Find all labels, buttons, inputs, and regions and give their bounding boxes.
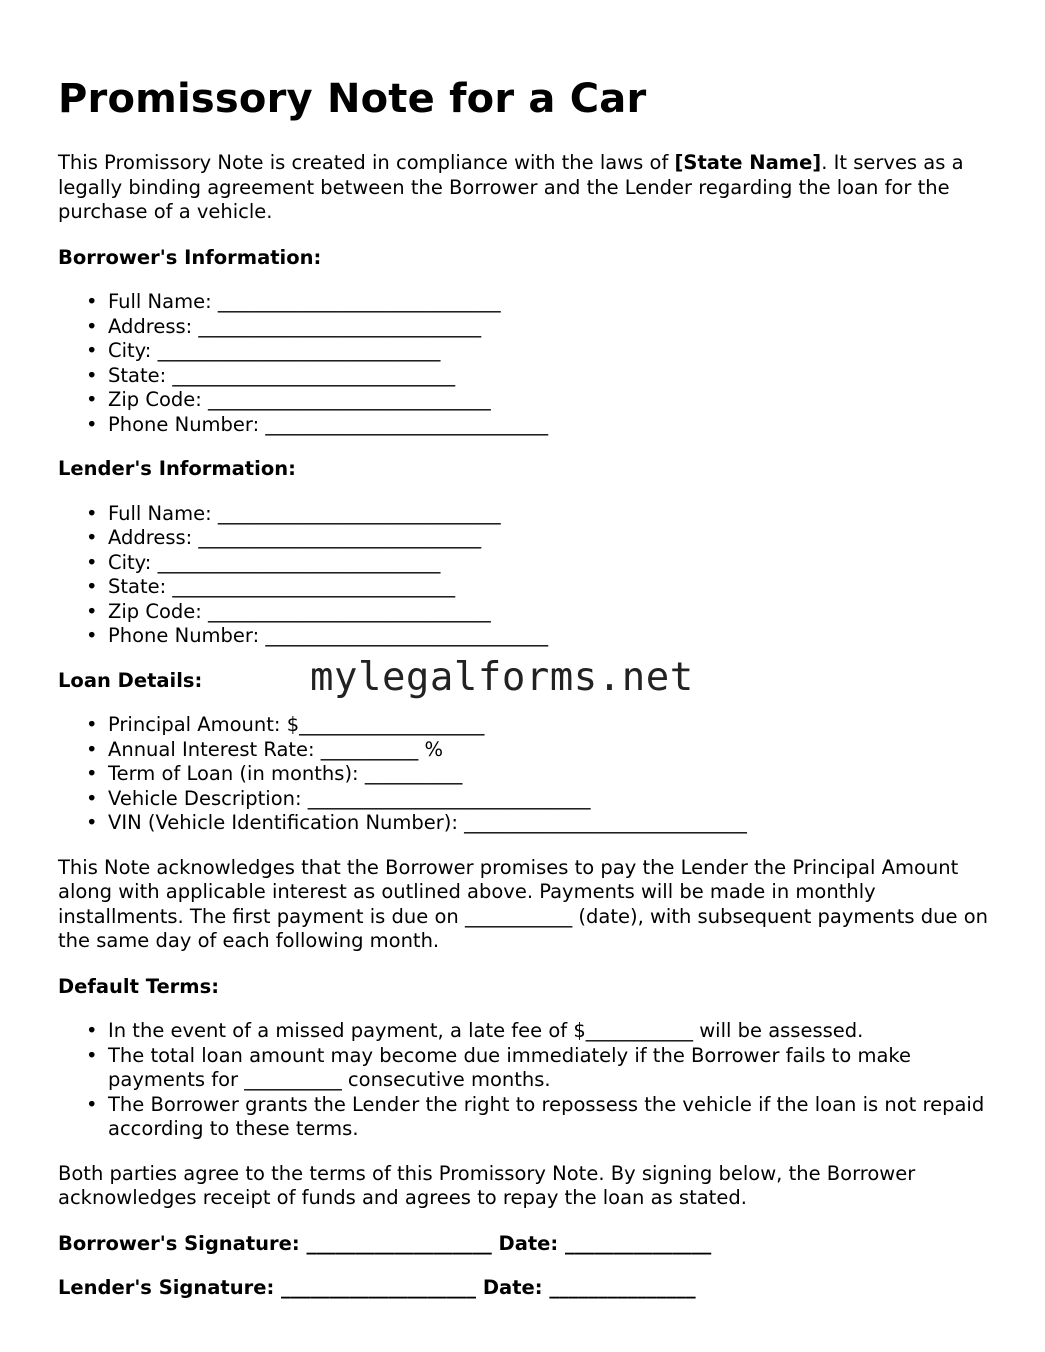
bullet-icon: •: [86, 290, 98, 313]
state-name-placeholder: [State Name]: [674, 151, 822, 174]
lender-signature-line: Lender's Signature: ____________________ Date: _______________: [58, 1276, 696, 1299]
borrower-state-field: State: _____________________________: [108, 363, 456, 387]
list-item: [86, 314, 998, 340]
list-item: [86, 526, 998, 551]
bullet-icon: •: [86, 1043, 98, 1067]
lender-address-field: Address: _____________________________: [108, 526, 482, 549]
bullet-icon: •: [86, 412, 98, 436]
list-item: [86, 786, 998, 812]
list-item: [86, 811, 998, 836]
borrower-info-heading: Borrower's Information:: [58, 245, 322, 269]
list-item: [86, 575, 998, 600]
bullet-icon: •: [86, 599, 98, 623]
list-item: [86, 339, 998, 364]
borrower-zip-field: Zip Code: _____________________________: [108, 388, 491, 411]
lender-phone-field: Phone Number: _____________________________: [108, 624, 549, 647]
list-item: [86, 762, 998, 787]
principal-amount-field: Principal Amount: $___________________: [108, 713, 485, 736]
lender-zip-field: Zip Code: _____________________________: [108, 599, 491, 623]
loan-term-field: Term of Loan (in months): __________: [108, 762, 463, 785]
list-item: [86, 412, 998, 438]
list-item: [86, 737, 998, 763]
bullet-icon: •: [86, 624, 98, 647]
lender-state-field: State: _____________________________: [108, 575, 456, 598]
agreement-paragraph: Both parties agree to the terms of this Promissory Note. By signing below, the Borrower acknowledges receipt of funds and agrees to repay the loan as stated.: [58, 1161, 916, 1209]
lender-info-list: [58, 502, 998, 649]
payment-paragraph: This Note acknowledges that the Borrower promises to pay the Lender the Principal Amount along with applicable interest as outlined above. Payments will be made in monthly installments. The first payment is due on ___________ (date), with subsequent payments due on the same day of each following month.: [58, 855, 988, 952]
bullet-icon: •: [86, 1092, 98, 1116]
list-item: [86, 624, 998, 649]
list-item: [86, 1019, 998, 1044]
list-item: [86, 713, 998, 738]
vehicle-description-field: Vehicle Description: _____________________________: [108, 786, 591, 810]
borrower-address-field: Address: _____________________________: [108, 314, 482, 338]
watermark-text: mylegalforms.net: [310, 655, 694, 700]
default-terms-heading: Default Terms:: [58, 974, 220, 998]
default-terms-list: [58, 1019, 998, 1142]
list-item: [86, 1092, 998, 1142]
repossession-term: The Borrower grants the Lender the right to repossess the vehicle if the loan is not repaid according to these terms.: [108, 1092, 985, 1140]
borrower-info-list: [58, 290, 998, 437]
intro-text-start: This Promissory Note is created in compliance with the laws of: [58, 151, 675, 174]
bullet-icon: •: [86, 550, 98, 574]
loan-details-heading: Loan Details:: [58, 668, 203, 692]
lender-full-name-field: Full Name: _____________________________: [108, 501, 501, 525]
list-item: [86, 363, 998, 389]
bullet-icon: •: [86, 575, 98, 598]
bullet-icon: •: [86, 388, 98, 411]
bullet-icon: •: [86, 1019, 98, 1042]
list-item: [86, 550, 998, 576]
list-item: [86, 599, 998, 625]
bullet-icon: •: [86, 339, 98, 362]
borrower-phone-field: Phone Number: _____________________________: [108, 412, 549, 436]
list-item: [86, 388, 998, 413]
document-title: Promissory Note for a Car: [58, 76, 647, 122]
borrower-full-name-field: Full Name: _____________________________: [108, 290, 501, 313]
bullet-icon: •: [86, 363, 98, 387]
intro-paragraph: [58, 151, 998, 225]
bullet-icon: •: [86, 786, 98, 810]
bullet-icon: •: [86, 526, 98, 549]
bullet-icon: •: [86, 314, 98, 338]
bullet-icon: •: [86, 713, 98, 736]
borrower-signature-line: Borrower's Signature: ___________________ Date: _______________: [58, 1231, 712, 1255]
list-item: [86, 290, 998, 315]
list-item: [86, 1043, 998, 1093]
interest-rate-field: Annual Interest Rate: __________ %: [108, 737, 444, 761]
lender-info-heading: Lender's Information:: [58, 457, 296, 480]
vin-field: VIN (Vehicle Identification Number): _____________________________: [108, 811, 747, 834]
late-fee-term: In the event of a missed payment, a late fee of $___________ will be assessed.: [108, 1019, 864, 1042]
bullet-icon: •: [86, 737, 98, 761]
loan-details-list: [58, 713, 998, 836]
bullet-icon: •: [86, 811, 98, 834]
lender-city-field: City: _____________________________: [108, 550, 441, 574]
bullet-icon: •: [86, 762, 98, 785]
borrower-city-field: City: _____________________________: [108, 339, 441, 362]
acceleration-term: The total loan amount may become due immediately if the Borrower fails to make payments for __________ consecutive months.: [108, 1043, 911, 1091]
intro-text-end: . It serves as a legally binding agreement between the Borrower and the Lender regarding the loan for the purchase of a vehicle.: [58, 151, 964, 223]
bullet-icon: •: [86, 501, 98, 525]
list-item: [86, 501, 998, 527]
